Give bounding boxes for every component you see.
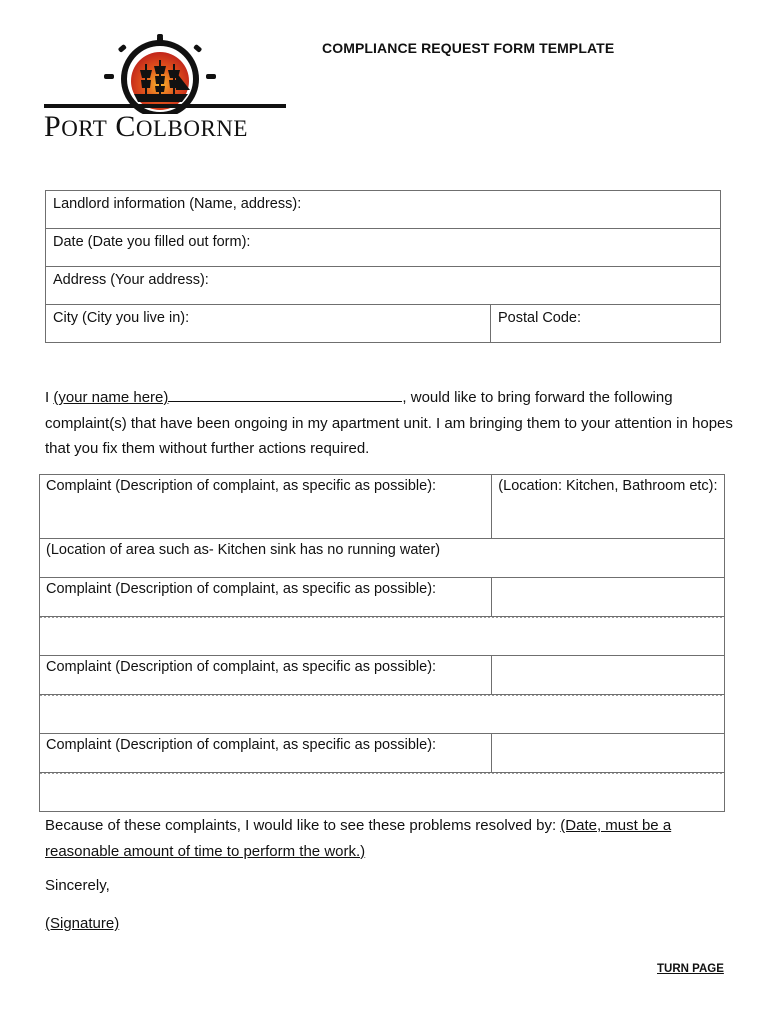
intro-paragraph: I (your name here) , would like to bring forward the following complaint(s) that have been ongoing in my apartment unit. I am bringing them to your attention in hopes that you fix them without further actions required. — [45, 389, 733, 457]
address-field[interactable]: Address (Your address): — [46, 267, 721, 305]
landlord-info-table — [45, 190, 721, 343]
resolution-paragraph: Because of these complaints, I would like to see these problems resolved by: (Date, must be a reasonable amount of time to perform the work.) — [45, 817, 672, 860]
complaint-location-cell[interactable]: (Location: Kitchen, Bathroom etc): — [492, 475, 725, 539]
complaint-location-cell[interactable] — [492, 578, 725, 617]
complaint-description-cell[interactable]: Complaint (Description of complaint, as specific as possible): — [40, 578, 492, 617]
complaint-location-cell[interactable] — [492, 656, 725, 695]
landlord-info-field[interactable]: Landlord information (Name, address): — [46, 191, 721, 229]
complaint-description-cell[interactable]: Complaint (Description of complaint, as specific as possible): — [40, 656, 492, 695]
name-placeholder[interactable]: (your name here) — [53, 389, 169, 406]
complaint-details-cell[interactable] — [40, 617, 725, 656]
signature-placeholder[interactable]: (Signature) — [45, 915, 120, 932]
complaint-details-cell[interactable] — [40, 773, 725, 812]
city-field[interactable]: City (City you live in): — [46, 305, 491, 343]
port-colborne-logo — [40, 34, 290, 146]
complaint-description-cell[interactable]: Complaint (Description of complaint, as specific as possible): — [40, 734, 492, 773]
turn-page-note: TURN PAGE — [657, 963, 724, 975]
complaints-table — [39, 474, 725, 812]
date-field[interactable]: Date (Date you filled out form): — [46, 229, 721, 267]
location-example-cell[interactable]: (Location of area such as- Kitchen sink has no running water) — [40, 539, 725, 578]
logo-wordmark: PORT COLBORNE — [44, 110, 248, 143]
ship-wheel-logo-graphic — [40, 34, 290, 114]
complaint-details-cell[interactable] — [40, 695, 725, 734]
closing-sincerely: Sincerely, — [45, 877, 110, 894]
complaint-location-cell[interactable] — [492, 734, 725, 773]
name-blank-line[interactable] — [168, 387, 402, 402]
postal-code-field[interactable]: Postal Code: — [491, 305, 721, 343]
complaint-description-cell[interactable]: Complaint (Description of complaint, as specific as possible): — [40, 475, 492, 539]
page-title: COMPLIANCE REQUEST FORM TEMPLATE — [322, 40, 615, 56]
resolution-date-placeholder[interactable]: (Date, must be a reasonable amount of time to perform the work.) — [45, 817, 672, 860]
